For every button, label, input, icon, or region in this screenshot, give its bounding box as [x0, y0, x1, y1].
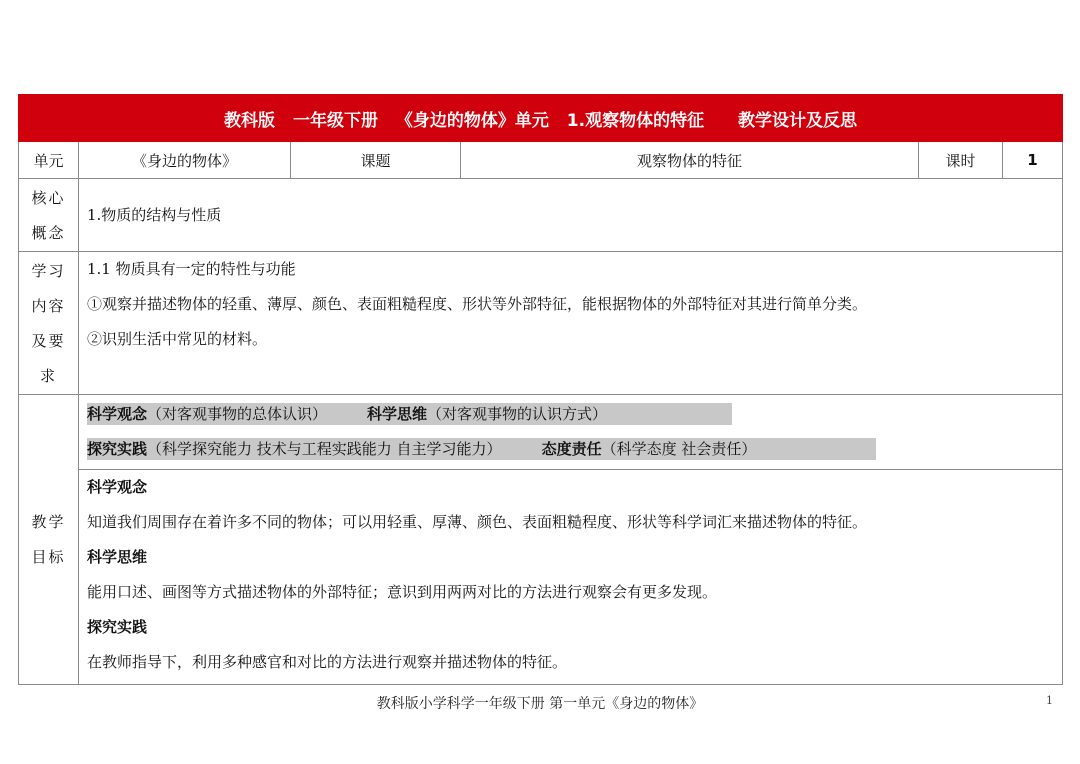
dimension-desc: （科学探究能力 技术与工程实践能力 自主学习能力） — [147, 440, 502, 458]
dimension-tag-2 — [87, 438, 876, 460]
req-line: ②识别生活中常见的材料。 — [87, 330, 268, 348]
req-line: 1.1 物质具有一定的特性与功能 — [87, 260, 296, 278]
dimension-title: 科学思维 — [367, 405, 428, 423]
goal-text: 能用口述、画图等方式描述物体的外部特征；意识到用两两对比的方法进行观察会有更多发现。 — [87, 583, 718, 601]
core-concept-row — [19, 179, 1063, 252]
topic-label: 课题 — [291, 142, 461, 179]
title-publisher: 教科版 — [224, 110, 276, 131]
dimension-title: 态度责任 — [541, 440, 602, 458]
req-label-line: 学习 — [31, 262, 66, 280]
requirements-label — [19, 252, 79, 395]
title-lesson: 1.观察物体的特征 — [566, 110, 705, 131]
requirements-content — [79, 252, 1063, 395]
title-unit: 《身边的物体》单元 — [395, 110, 549, 131]
dimension-desc: （对客观事物的认识方式） — [427, 405, 608, 423]
goals-label-line: 目标 — [31, 547, 66, 566]
dimension-title: 科学观念 — [87, 405, 148, 423]
dimension-title: 探究实践 — [87, 440, 148, 458]
goals-content — [79, 470, 1063, 685]
goal-heading: 科学思维 — [87, 548, 148, 566]
title-grade: 一年级下册 — [292, 110, 378, 131]
title-doc-type: 教学设计及反思 — [738, 110, 858, 131]
info-row — [19, 142, 1063, 179]
goal-text: 知道我们周围存在着许多不同的物体；可以用轻重、厚薄、颜色、表面粗糙程度、形状等科学词汇来描述物体的特征。 — [87, 513, 868, 531]
req-label-line: 求 — [39, 367, 57, 385]
dimension-desc: （科学态度 社会责任） — [601, 440, 757, 458]
core-text: 1.物质的结构与性质 — [87, 205, 222, 224]
page-footer: 教科版小学科学一年级下册 第一单元《身边的物体》 — [376, 696, 704, 712]
page-number: 1 — [1046, 694, 1053, 707]
topic-value: 观察物体的特征 — [461, 142, 919, 179]
dimension-desc: （对客观事物的总体认识） — [147, 405, 328, 423]
document-title — [19, 95, 1063, 142]
goals-row — [19, 470, 1063, 685]
goal-text: 在教师指导下，利用多种感官和对比的方法进行观察并描述物体的特征。 — [87, 653, 568, 671]
req-label-line: 及要 — [31, 332, 66, 350]
unit-value: 《身边的物体》 — [79, 142, 291, 179]
goals-label — [19, 395, 79, 685]
goals-label-line: 教学 — [31, 512, 66, 531]
goal-dimensions-row — [19, 395, 1063, 470]
req-label-line: 内容 — [31, 297, 66, 315]
core-label-line: 核心 — [31, 189, 66, 207]
core-label-line: 概念 — [31, 224, 66, 242]
lesson-plan-table — [18, 94, 1063, 685]
goal-dimensions — [79, 395, 1063, 470]
core-concept-text — [79, 179, 1063, 252]
unit-label: 单元 — [19, 142, 79, 179]
req-line: ①观察并描述物体的轻重、薄厚、颜色、表面粗糙程度、形状等外部特征，能根据物体的外部特征对其进行简单分类。 — [87, 295, 868, 313]
period-value: 1 — [1003, 142, 1063, 179]
goal-heading: 科学观念 — [87, 478, 148, 496]
goal-heading: 探究实践 — [87, 618, 148, 636]
period-label: 课时 — [919, 142, 1003, 179]
core-concept-label — [19, 179, 79, 252]
dimension-tag-1 — [87, 403, 732, 425]
requirements-row — [19, 252, 1063, 395]
